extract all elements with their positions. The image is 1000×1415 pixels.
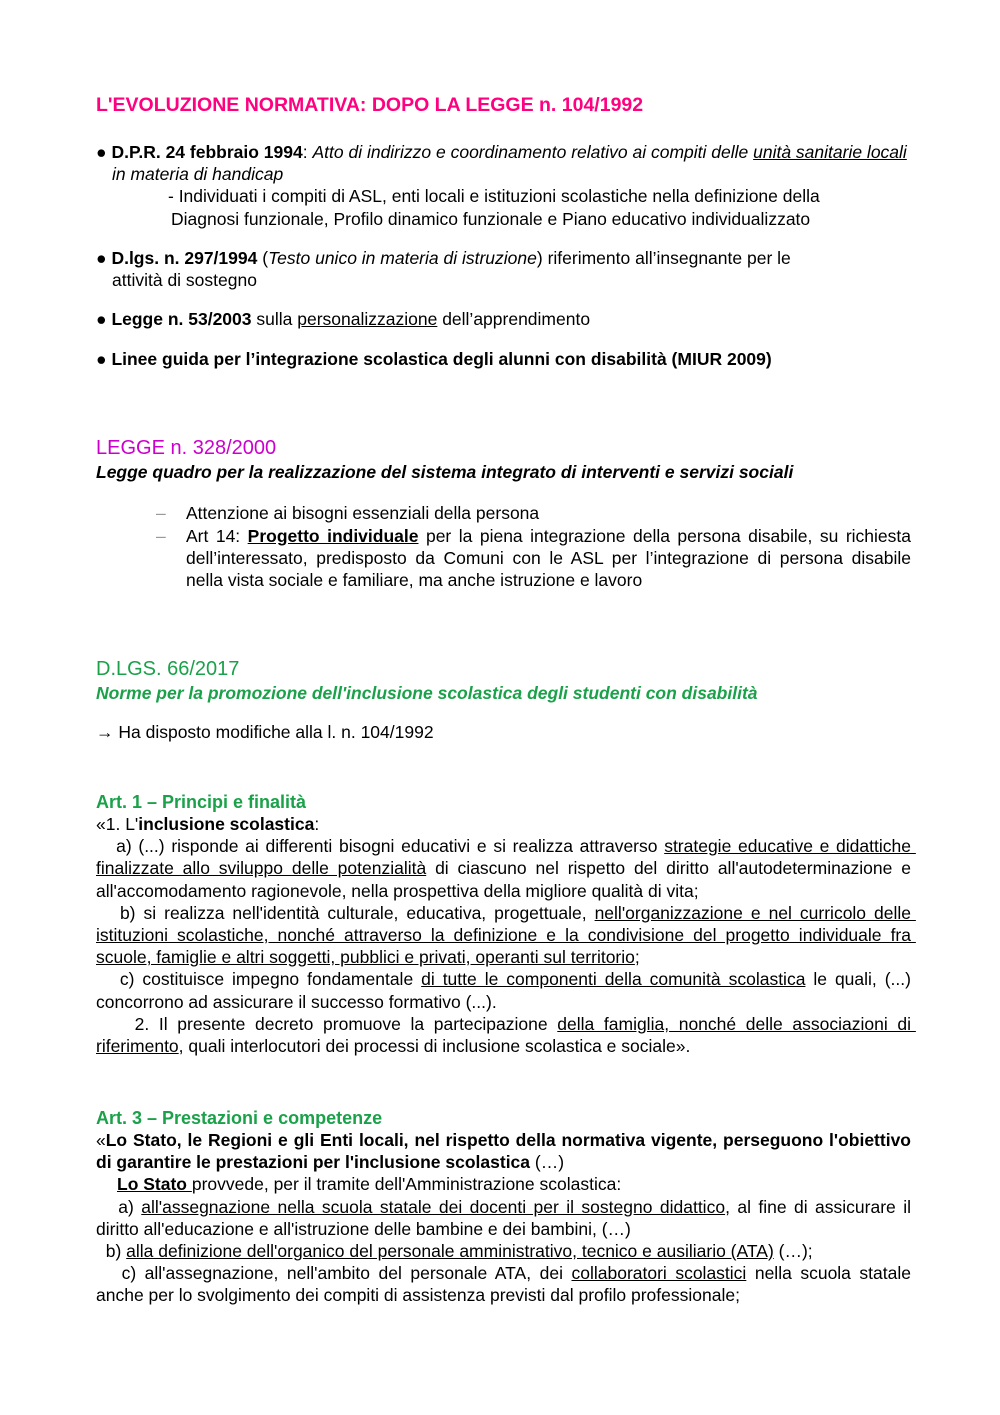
art1-title: Art. 1 – Principi e finalità (96, 792, 307, 812)
dpr-subline-2: Diagnosi funzionale, Profilo dinamico funzionale e Piano educativo individualizzato (171, 208, 811, 229)
art1-body: «1. L'inclusione scolastica: a) (...) risponde ai differenti bisogni educativi e si realizza attraverso strategie educative e didattiche finalizzate allo sviluppo delle potenzialità di ciascuno nel rispetto del diritto all'autodeterminazione e all'accomodamento ragionevole, nella prospettiva della migliore qualità di vita; b) si realizza nell'identità culturale, educativa, progettuale, nell'organizzazione e nel curricolo delle istituzioni scolastiche, nonché attraverso la definizione e la condivisione del progetto individuale fra scuole, famiglie e altri soggetti, pubblici e privati, operanti sul territorio; c) costituisce impegno fondamentale di tutte le componenti della comunità scolastica le quali, (...) concorrono ad assicurare il successo formativo (...). 2. Il presente decreto promuove la partecipazione della famiglia, nonché delle associazioni di riferimento, quali interlocutori dei processi di inclusione scolastica e sociale». (96, 814, 916, 1057)
section-subtitle-legge-328: Legge quadro per la realizzazione del sistema integrato di interventi e servizi sociali (96, 462, 794, 482)
dpr-label: D.P.R. 24 febbraio 1994 (111, 142, 303, 162)
list-item: – Art 14: Progetto individuale per la piena integrazione della persona disabile, su richiesta dell’interessato, predisposto da Comuni con le ASL per l’integrazione di persona disabile nella vista sociale e familiare, ma anche istruzione e lavoro (156, 526, 911, 591)
bullet-dlgs-297: ● D.lgs. n. 297/1994 (Testo unico in materia di istruzione) riferimento all’insegnante per le attività di sostegno (96, 248, 791, 291)
section-subtitle-dlgs-66: Norme per la promozione dell'inclusione scolastica degli studenti con disabilità (96, 683, 758, 703)
dlgs-note: → Ha disposto modifiche alla l. n. 104/1992 (96, 722, 434, 742)
bullet-dpr-1994: ● D.P.R. 24 febbraio 1994: Atto di indirizzo e coordinamento relativo ai compiti delle unità sanitarie locali in materia di handicap - Individuati i compiti di ASL, enti locali e istituzioni scolastiche nella definizione della Diagnosi funzionale, Profilo dinamico funzionale e Piano educativo individualizzato (96, 141, 911, 230)
bullet-legge-53: ● Legge n. 53/2003 sulla personalizzazione dell’apprendimento (96, 309, 591, 329)
art3-body: «Lo Stato, le Regioni e gli Enti locali, nel rispetto della normativa vigente, perseguono l'obiettivo di garantire le prestazioni per l'inclusione scolastica (…) Lo Stato provvede, per il tramite dell'Amministrazione scolastica: a) all'assegnazione nella scuola statale dei docenti per il sostegno didattico, al fine di assicurare il diritto all'educazione e all'istruzione delle bambine e dei bambini, (…) b) alla definizione dell'organico del personale amministrativo, tecnico e ausiliario (ATA) (…); c) all'assegnazione, nell'ambito del personale ATA, dei collaboratori scolastici nella scuola statale anche per lo svolgimento dei compiti di assistenza previsti dal profilo professionale; (96, 1130, 916, 1306)
progetto-individuale: Progetto individuale (247, 526, 419, 546)
list-item: – Attenzione ai bisogni essenziali della persona (156, 503, 540, 523)
section-title-evoluzione: L'EVOLUZIONE NORMATIVA: DOPO LA LEGGE n. 104/1992 (96, 94, 644, 116)
dpr-subline-1: - Individuati i compiti di ASL, enti locali e istituzioni scolastiche nella definizione della (168, 186, 820, 207)
art3-title: Art. 3 – Prestazioni e competenze (96, 1108, 383, 1128)
bullet-linee-guida: ● Linee guida per l’integrazione scolastica degli alunni con disabilità (MIUR 2009) (96, 349, 772, 369)
section-title-dlgs-66: D.LGS. 66/2017 (96, 658, 240, 680)
section-title-legge-328: LEGGE n. 328/2000 (96, 437, 277, 459)
